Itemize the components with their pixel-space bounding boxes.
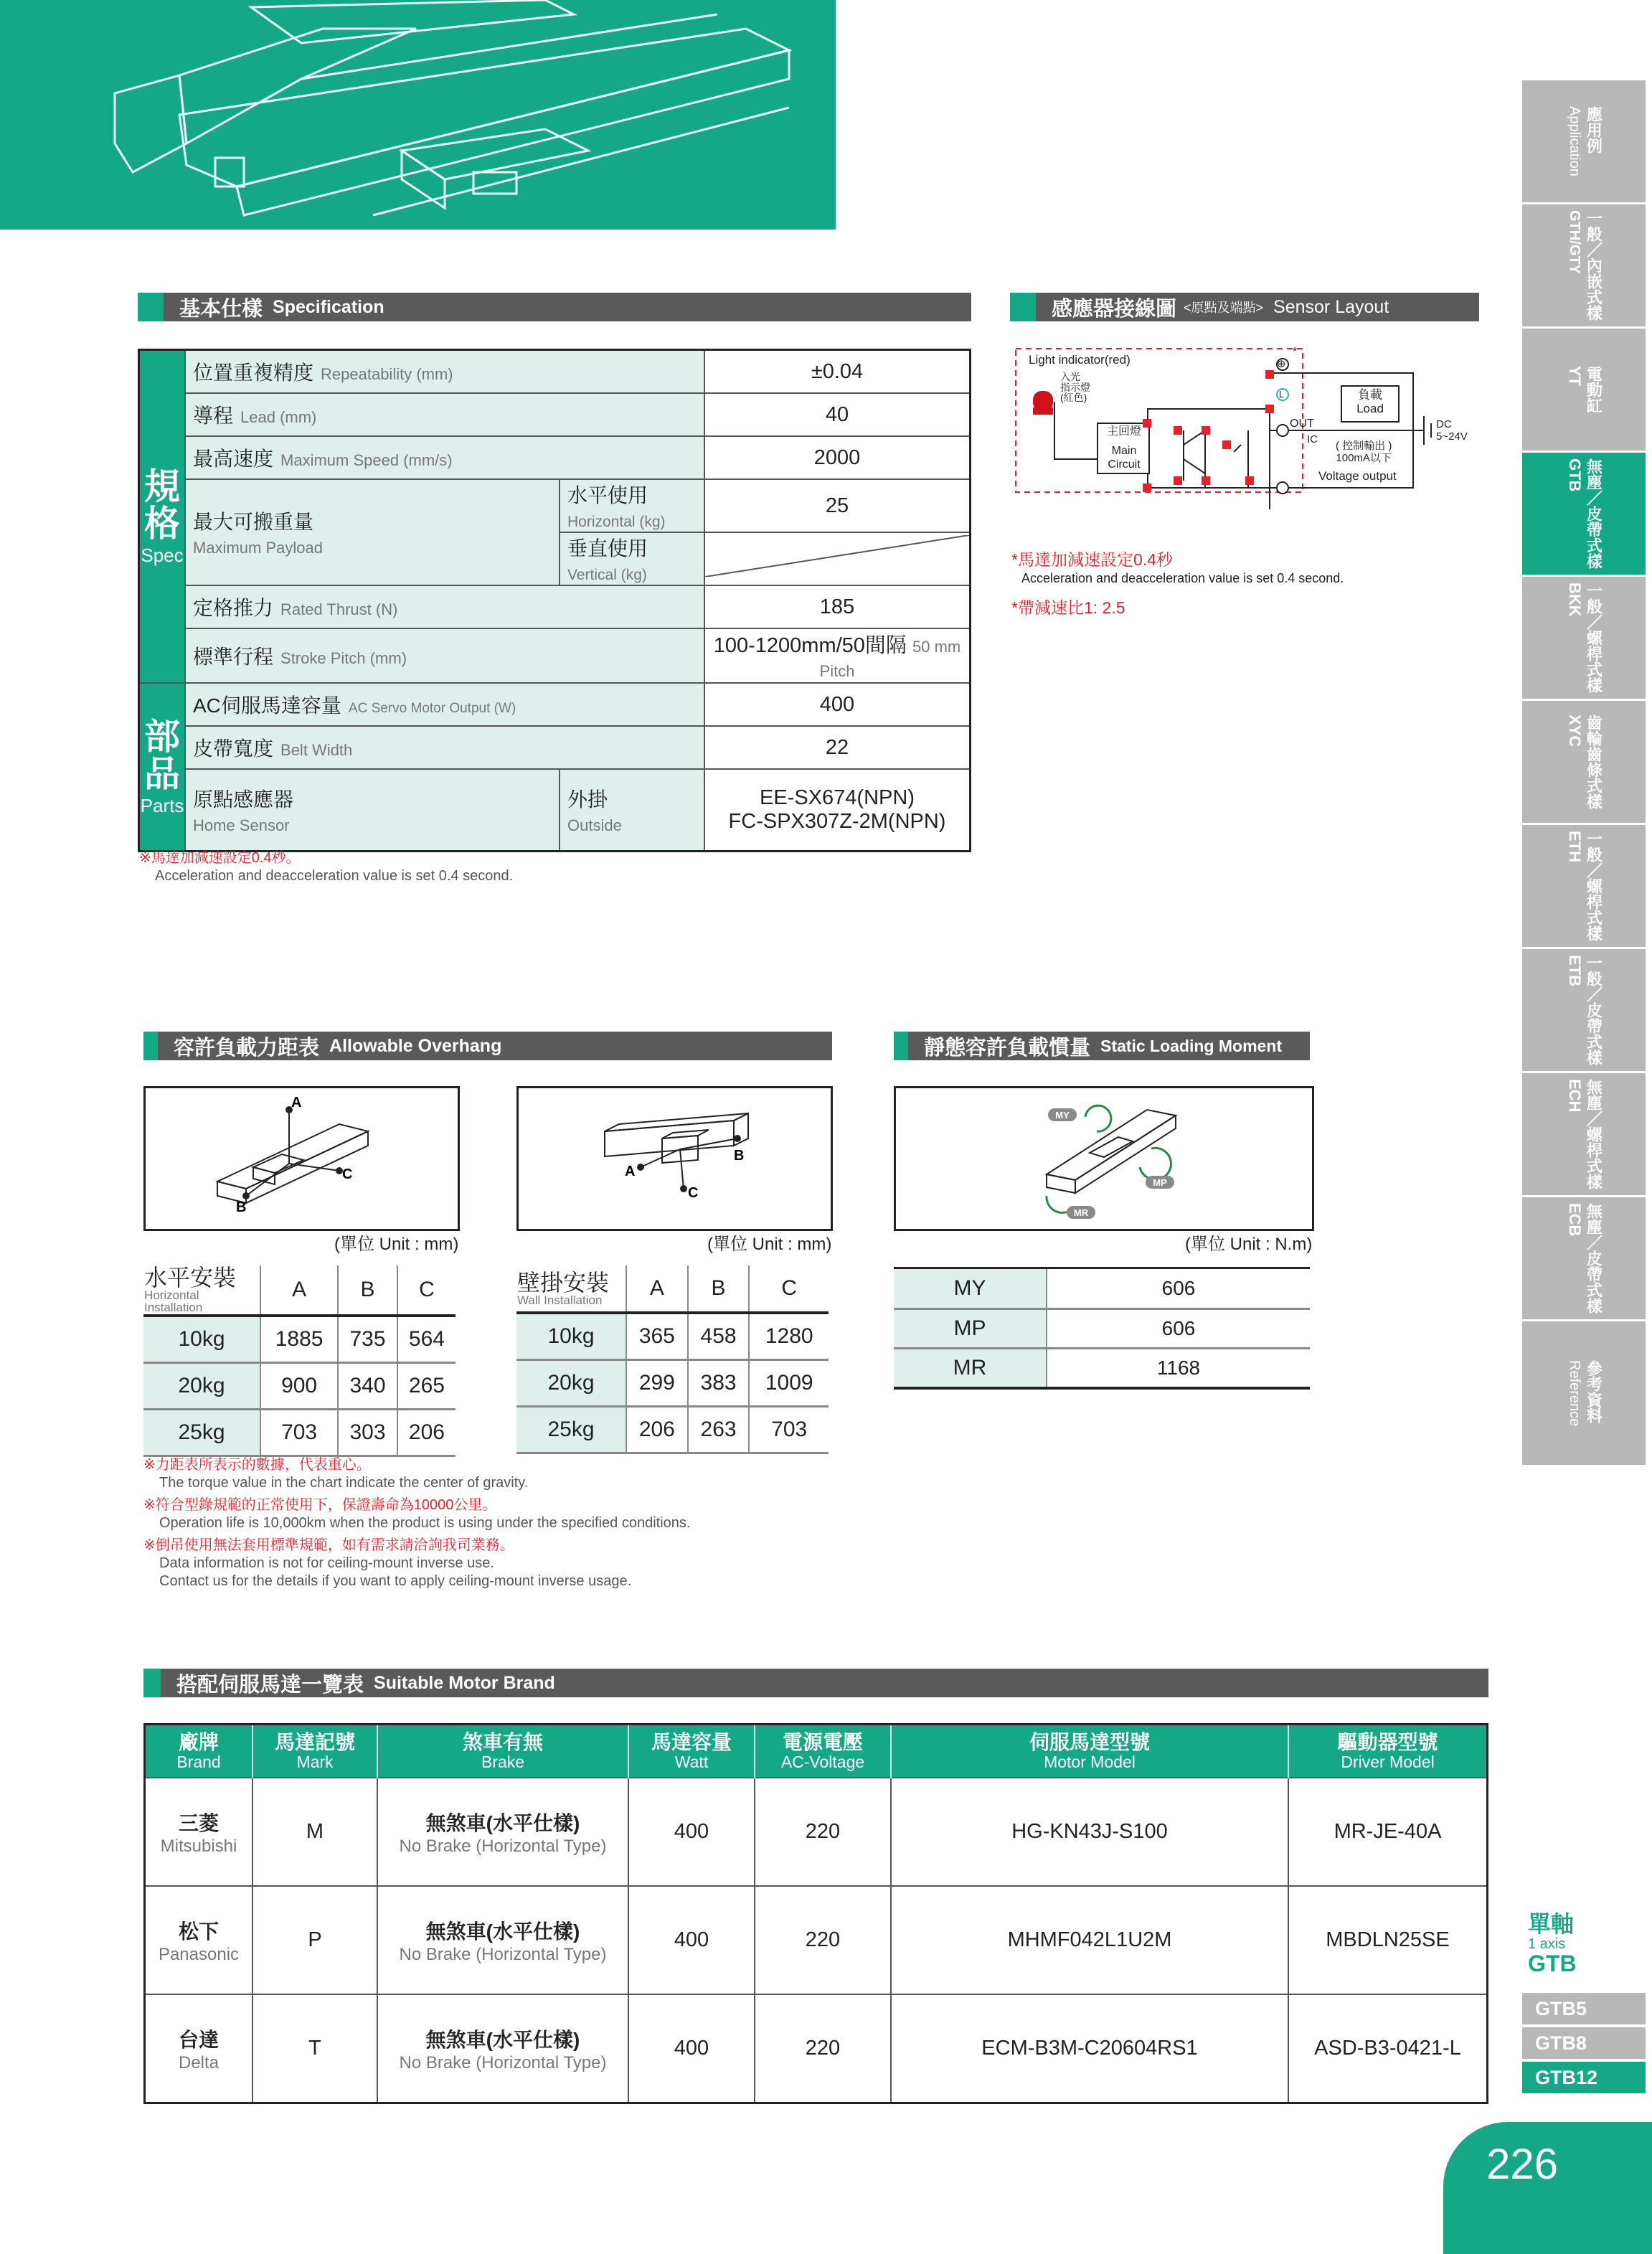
horizontal-install-diagram (143, 1086, 460, 1231)
badge-my: MY (1055, 1110, 1070, 1121)
table-header-row (516, 1265, 829, 1313)
column-header: 煞車有無 Brake (377, 1725, 628, 1778)
table-row (894, 1268, 1310, 1309)
table-cell: 1168 (1047, 1349, 1310, 1389)
sensor-star-mark: * (1293, 346, 1298, 358)
table-row (143, 1410, 456, 1456)
side-tab-eth[interactable]: 一般／螺桿式樣 ETH (1522, 825, 1646, 949)
section-title-zh: 靜態容許負載慣量 (924, 1036, 1091, 1060)
column-header: 電源電壓 AC-Voltage (755, 1725, 891, 1778)
motor-section-header (143, 1669, 1488, 1697)
spec-row (139, 769, 971, 852)
section-title-zh: 基本仕樣 (179, 297, 263, 321)
driver-model-cell: MBDLN25SE (1288, 1886, 1488, 1994)
sensor-l-terminal: L (1279, 389, 1285, 400)
spec-value: 400 (704, 683, 971, 726)
table-cell: 564 (397, 1316, 456, 1363)
motor-table (143, 1723, 1488, 2104)
watt-cell: 400 (628, 1778, 755, 1886)
section-marker (894, 1032, 908, 1060)
table-row (145, 1994, 1488, 2103)
motor-model-cell: MHMF042L1U2M (891, 1886, 1288, 1994)
spec-row (139, 585, 971, 628)
wall-install-illustration (519, 1088, 831, 1229)
spec-row (139, 628, 971, 683)
row-label: 20kg (143, 1363, 260, 1410)
moment-diagram (894, 1086, 1314, 1231)
wall-overhang-table (516, 1265, 829, 1454)
row-label: 10kg (516, 1313, 626, 1360)
badge-mr: MR (1073, 1207, 1089, 1218)
table-cell: 900 (260, 1363, 338, 1410)
brand-cell: 台達 Delta (145, 1994, 253, 2103)
note-zh: ※力距表所表示的數據，代表重心。 (143, 1457, 371, 1473)
spec-note-en: Acceleration and deacceleration value is set 0.4 second. (155, 868, 514, 884)
table-row (145, 1886, 1488, 1994)
watt-cell: 400 (628, 1994, 755, 2103)
section-title-small: <原點及端點> (1184, 301, 1264, 315)
voltage-cell: 220 (755, 1994, 891, 2103)
column-header: B (338, 1265, 397, 1316)
section-title-zh: 感應器接線圖 (1052, 297, 1177, 321)
overhang-unit-wall: (單位 Unit : mm) (707, 1235, 832, 1254)
side-tab-etb[interactable]: 一般／皮帶式樣 ETB (1522, 949, 1646, 1073)
page-number-block (1443, 2122, 1652, 2254)
row-label: MY (894, 1268, 1047, 1309)
wall-install-diagram (516, 1086, 833, 1231)
section-title-en: Sensor Layout (1273, 296, 1389, 317)
spec-label: 最高速度 Maximum Speed (mm/s) (185, 436, 704, 479)
side-tab-gth-gty[interactable]: 一般／內嵌式樣 GTH/GTY (1522, 204, 1646, 329)
spec-row (139, 436, 971, 479)
row-label: MP (894, 1309, 1047, 1349)
note-en: Data information is not for ceiling-mount inverse use. (159, 1555, 494, 1571)
spec-value: ±0.04 (704, 350, 971, 394)
table-cell: 735 (338, 1316, 397, 1363)
brake-cell: 無煞車(水平仕樣) No Brake (Horizontal Type) (377, 1886, 628, 1994)
moment-illustration (896, 1088, 1312, 1229)
spec-label: 最大可搬重量 Maximum Payload (185, 479, 560, 585)
mark-cell: P (252, 1886, 377, 1994)
linear-module-illustration (0, 0, 836, 230)
parts-group (139, 683, 186, 852)
spec-group-zh: 規格 (144, 466, 180, 544)
note-zh: ※符合型錄規範的正常使用下，保證壽命為10000公里。 (143, 1497, 497, 1513)
spec-sublabel: 水平使用 Horizontal (kg) (560, 479, 704, 532)
sensor-light-indicator-label: Light indicator(red) (1029, 353, 1131, 367)
spec-value: 100-1200mm/50間隔 50 mm Pitch (704, 628, 971, 683)
section-title-en: Static Loading Moment (1100, 1036, 1283, 1055)
row-label: 10kg (143, 1316, 260, 1363)
sensor-main-circuit-label: 主回燈 Main Circuit (1106, 425, 1141, 471)
section-marker (143, 1032, 158, 1060)
column-header: 壁掛安裝 Wall Installation (516, 1265, 626, 1313)
row-label: 25kg (516, 1407, 626, 1453)
column-header: 廠牌 Brand (145, 1725, 253, 1778)
parts-group-en: Parts (140, 794, 184, 816)
mark-cell: T (252, 1994, 377, 2103)
section-marker (143, 1669, 161, 1697)
spec-label: 原點感應器 Home Sensor (185, 769, 560, 852)
table-row (143, 1316, 456, 1363)
sensor-ic-label: IC (1307, 433, 1318, 445)
sensor-note1-zh: *馬達加減速設定0.4秒 (1011, 550, 1173, 569)
hero-banner (0, 0, 836, 230)
spec-value: 2000 (704, 436, 971, 479)
row-label: 25kg (143, 1410, 260, 1456)
sensor-out-label: OUT (1290, 418, 1314, 430)
watt-cell: 400 (628, 1886, 755, 1994)
motor-model-cell: ECM-B3M-C20604RS1 (891, 1994, 1288, 2103)
label-b: B (734, 1148, 745, 1164)
table-cell: 206 (626, 1407, 688, 1453)
parts-group-zh: 部品 (144, 716, 180, 795)
overhang-section-header (143, 1032, 832, 1060)
table-row (516, 1407, 829, 1453)
table-cell: 265 (397, 1363, 456, 1410)
motor-model-cell: HG-KN43J-S100 (891, 1778, 1288, 1886)
table-row (516, 1360, 829, 1407)
page-number: 226 (1486, 2140, 1559, 2188)
sensor-wiring-diagram (1011, 344, 1499, 517)
table-row (145, 1778, 1488, 1886)
side-tab-yt[interactable]: 電動缸 YT (1522, 329, 1646, 453)
side-tab-bkk[interactable]: 一般／螺桿式樣 BKK (1522, 577, 1646, 701)
spec-group-en: Spec (141, 544, 184, 566)
spec-row (139, 393, 971, 436)
spec-row (139, 683, 971, 726)
spec-label: 皮帶寬度 Belt Width (185, 726, 704, 769)
mark-cell: M (252, 1778, 377, 1886)
spec-label: 位置重複精度 Repeatability (mm) (185, 350, 704, 394)
driver-model-cell: ASD-B3-0421-L (1288, 1994, 1488, 2103)
moment-table (894, 1267, 1310, 1390)
side-tab-xyc[interactable]: 齒輪齒條式樣 XYC (1522, 701, 1646, 825)
table-cell: 383 (688, 1360, 750, 1407)
label-a: A (625, 1164, 636, 1179)
section-marker (138, 293, 164, 321)
sensor-light-zh: 入光 指示燈 (紅色) (1060, 371, 1090, 404)
spec-value: 40 (704, 393, 971, 436)
column-header: 驅動器型號 Driver Model (1288, 1725, 1488, 1778)
spec-note (139, 849, 513, 885)
side-tab-reference[interactable]: 參考資料 Reference (1522, 1321, 1646, 1467)
spec-label: AC伺服馬達容量 AC Servo Motor Output (W) (185, 683, 704, 726)
sensor-control-output-label: ( 控制輸出 ) 100mA以下 (1336, 440, 1392, 465)
section-title-en: Allowable Overhang (329, 1035, 502, 1056)
section-title-zh: 容許負載力距表 (174, 1036, 320, 1060)
wiring-lines (1011, 344, 1499, 517)
note-en: Contact us for the details if you want to apply ceiling-mount inverse usage. (159, 1573, 632, 1589)
badge-mp: MP (1153, 1177, 1167, 1188)
spec-value: 22 (704, 726, 971, 769)
brand-cell: 三菱 Mitsubishi (145, 1778, 253, 1886)
sensor-note2-zh: *帶減速比1: 2.5 (1011, 598, 1125, 618)
table-cell: 365 (626, 1313, 688, 1360)
column-header: C (397, 1265, 456, 1316)
table-row (143, 1363, 456, 1410)
side-axis-label: 單軸 1 axis GTB (1528, 1911, 1577, 1976)
table-cell: 1885 (260, 1316, 338, 1363)
model-tab-gtb5[interactable]: GTB5 (1522, 1993, 1646, 2027)
table-row (516, 1313, 829, 1360)
spec-label: 定格推力 Rated Thrust (N) (185, 585, 704, 628)
side-tab-gtb[interactable]: 無塵／皮帶式樣 GTB (1522, 453, 1646, 577)
table-cell: 606 (1047, 1309, 1310, 1349)
overhang-unit-horizontal: (單位 Unit : mm) (334, 1235, 459, 1254)
column-header: A (260, 1265, 338, 1316)
table-cell: 206 (397, 1410, 456, 1456)
table-row (894, 1309, 1310, 1349)
column-header: A (626, 1265, 688, 1313)
column-header: 馬達記號 Mark (252, 1725, 377, 1778)
moment-section-header (894, 1032, 1310, 1060)
row-label: MR (894, 1349, 1047, 1389)
spec-value: 185 (704, 585, 971, 628)
horizontal-install-illustration (146, 1088, 458, 1229)
sensor-note1-en: Acceleration and deacceleration value is set 0.4 second. (1021, 570, 1344, 585)
table-cell: 263 (688, 1407, 750, 1453)
spec-group (139, 350, 186, 684)
column-header: 馬達容量 Watt (628, 1725, 755, 1778)
moment-unit: (單位 Unit : N.m) (1185, 1235, 1313, 1254)
row-label: 20kg (516, 1360, 626, 1407)
spec-value-empty (704, 532, 971, 585)
note-en: Operation life is 10,000km when the product is using under the specified conditions. (159, 1515, 691, 1531)
side-tab-ech[interactable]: 無塵／螺桿式樣 ECH (1522, 1073, 1646, 1197)
section-title-en: Specification (273, 296, 384, 317)
section-title-zh: 搭配伺服馬達一覽表 (176, 1673, 364, 1697)
spec-row (139, 350, 971, 394)
overhang-notes (143, 1456, 690, 1590)
table-row (894, 1349, 1310, 1389)
table-header-row (145, 1725, 1488, 1778)
section-title-en: Suitable Motor Brand (374, 1672, 555, 1693)
driver-model-cell: MR-JE-40A (1288, 1778, 1488, 1886)
voltage-cell: 220 (755, 1886, 891, 1994)
brake-cell: 無煞車(水平仕樣) No Brake (Horizontal Type) (377, 1778, 628, 1886)
label-c: C (688, 1185, 699, 1201)
label-a: A (291, 1095, 302, 1111)
table-cell: 303 (338, 1410, 397, 1456)
side-tab-application[interactable]: 應用例 Application (1522, 80, 1646, 204)
spec-row (139, 726, 971, 769)
column-header: B (688, 1265, 750, 1313)
label-b: B (236, 1199, 247, 1215)
spec-sublabel: 外掛 Outside (560, 769, 704, 852)
table-cell: 703 (749, 1407, 829, 1453)
horizontal-overhang-table (143, 1265, 456, 1457)
column-header: 水平安裝 Horizontal Installation (143, 1265, 260, 1316)
table-cell: 340 (338, 1363, 397, 1410)
brake-cell: 無煞車(水平仕樣) No Brake (Horizontal Type) (377, 1994, 628, 2103)
table-cell: 1009 (749, 1360, 829, 1407)
sensor-voltage-output-label: Voltage output (1318, 469, 1397, 483)
table-header-row (143, 1265, 456, 1316)
section-marker (1010, 293, 1036, 321)
table-cell: 703 (260, 1410, 338, 1456)
diagonal-slash (705, 535, 969, 577)
model-tab-gtb12[interactable]: GTB12 (1522, 2062, 1646, 2095)
spec-row (139, 479, 971, 532)
note-zh: ※倒吊使用無法套用標準規範，如有需求請洽詢我司業務。 (143, 1537, 514, 1553)
voltage-cell: 220 (755, 1778, 891, 1886)
table-cell: 1280 (749, 1313, 829, 1360)
sensor-dc-label: DC 5~24V (1436, 418, 1468, 443)
column-header: C (749, 1265, 829, 1313)
spec-section-header (138, 293, 971, 321)
sensor-plus-terminal: ⊕ (1277, 358, 1286, 370)
table-cell: 458 (688, 1313, 750, 1360)
sensor-notes (1011, 550, 1344, 618)
model-tab-gtb8[interactable]: GTB8 (1522, 2027, 1646, 2061)
spec-value: EE-SX674(NPN) FC-SPX307Z-2M(NPN) (704, 769, 971, 852)
brand-cell: 松下 Panasonic (145, 1886, 253, 1994)
spec-table (138, 349, 971, 852)
note-en: The torque value in the chart indicate the center of gravity. (159, 1475, 529, 1491)
spec-label: 標準行程 Stroke Pitch (mm) (185, 628, 704, 683)
label-c: C (342, 1166, 353, 1182)
column-header: 伺服馬達型號 Motor Model (891, 1725, 1288, 1778)
spec-label: 導程 Lead (mm) (185, 393, 704, 436)
side-tab-ecb[interactable]: 無塵／皮帶式樣 ECB (1522, 1197, 1646, 1321)
table-cell: 606 (1047, 1268, 1310, 1309)
spec-value: 25 (704, 479, 971, 532)
sensor-section-header (1010, 293, 1479, 321)
spec-sublabel: 垂直使用 Vertical (kg) (560, 532, 704, 585)
sensor-load-label: 負載 Load (1356, 388, 1384, 415)
spec-note-zh: ※馬達加減速設定0.4秒。 (139, 850, 301, 866)
table-cell: 299 (626, 1360, 688, 1407)
